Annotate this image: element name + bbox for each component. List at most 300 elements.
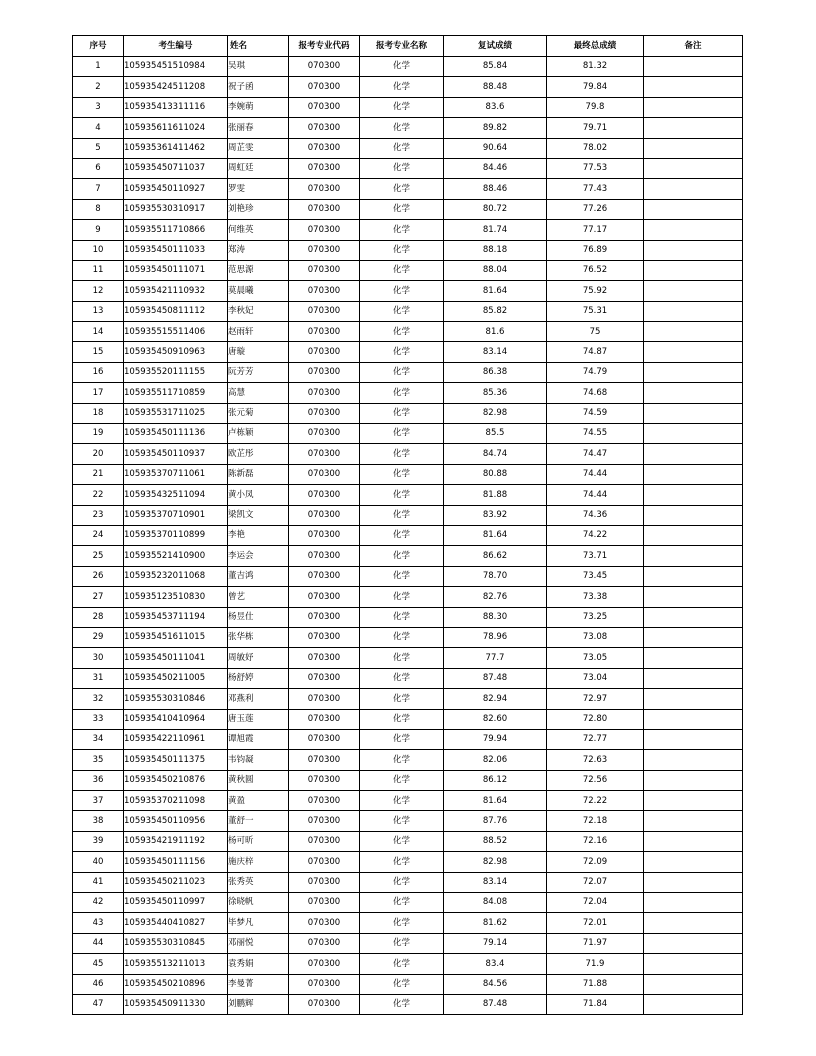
cell-id: 105935450111136: [124, 424, 228, 444]
cell-name: 李曼菁: [228, 974, 289, 994]
cell-code: 070300: [289, 342, 360, 362]
cell-code: 070300: [289, 179, 360, 199]
cell-retest: 81.62: [444, 913, 547, 933]
cell-retest: 85.5: [444, 424, 547, 444]
cell-retest: 85.84: [444, 57, 547, 77]
cell-major: 化学: [360, 627, 444, 647]
table-row: [73, 607, 743, 627]
cell-name: 张丽春: [228, 118, 289, 138]
cell-final: 71.84: [547, 994, 644, 1014]
cell-id: 105935451510984: [124, 57, 228, 77]
table-row: [73, 566, 743, 586]
cell-retest: 88.30: [444, 607, 547, 627]
cell-final: 72.80: [547, 709, 644, 729]
table-row: [73, 342, 743, 362]
cell-no: 13: [73, 301, 124, 321]
cell-no: 34: [73, 729, 124, 749]
cell-id: 105935450811112: [124, 301, 228, 321]
cell-code: 070300: [289, 872, 360, 892]
cell-no: 46: [73, 974, 124, 994]
cell-code: 070300: [289, 933, 360, 953]
cell-retest: 90.64: [444, 138, 547, 158]
cell-remark: [644, 77, 743, 97]
cell-major: 化学: [360, 179, 444, 199]
cell-code: 070300: [289, 831, 360, 851]
cell-name: 曾艺: [228, 587, 289, 607]
cell-major: 化学: [360, 893, 444, 913]
cell-name: 张元菊: [228, 403, 289, 423]
cell-name: 袁秀娟: [228, 954, 289, 974]
cell-remark: [644, 505, 743, 525]
cell-id: 105935422110961: [124, 729, 228, 749]
cell-code: 070300: [289, 627, 360, 647]
cell-major: 化学: [360, 689, 444, 709]
cell-remark: [644, 811, 743, 831]
cell-name: 杨可昕: [228, 831, 289, 851]
cell-major: 化学: [360, 464, 444, 484]
cell-id: 105935370110899: [124, 525, 228, 545]
cell-no: 40: [73, 852, 124, 872]
cell-no: 41: [73, 872, 124, 892]
cell-final: 74.44: [547, 485, 644, 505]
cell-final: 74.79: [547, 362, 644, 382]
cell-remark: [644, 831, 743, 851]
cell-major: 化学: [360, 281, 444, 301]
cell-code: 070300: [289, 587, 360, 607]
table-row: [73, 57, 743, 77]
cell-final: 74.87: [547, 342, 644, 362]
cell-code: 070300: [289, 77, 360, 97]
cell-no: 31: [73, 668, 124, 688]
cell-major: 化学: [360, 913, 444, 933]
cell-major: 化学: [360, 770, 444, 790]
cell-retest: 88.52: [444, 831, 547, 851]
cell-no: 45: [73, 954, 124, 974]
cell-no: 15: [73, 342, 124, 362]
cell-major: 化学: [360, 383, 444, 403]
cell-no: 23: [73, 505, 124, 525]
cell-retest: 82.94: [444, 689, 547, 709]
header-id: 考生编号: [124, 36, 228, 57]
cell-major: 化学: [360, 709, 444, 729]
cell-retest: 82.98: [444, 403, 547, 423]
cell-final: 78.02: [547, 138, 644, 158]
cell-id: 105935531711025: [124, 403, 228, 423]
cell-retest: 84.56: [444, 974, 547, 994]
cell-no: 4: [73, 118, 124, 138]
cell-final: 72.97: [547, 689, 644, 709]
cell-final: 72.22: [547, 791, 644, 811]
cell-code: 070300: [289, 974, 360, 994]
cell-code: 070300: [289, 260, 360, 280]
cell-name: 杨昱仕: [228, 607, 289, 627]
cell-major: 化学: [360, 729, 444, 749]
cell-name: 陈新磊: [228, 464, 289, 484]
header-name: 姓名: [228, 36, 289, 57]
cell-no: 12: [73, 281, 124, 301]
table-row: [73, 872, 743, 892]
header-major: 报考专业名称: [360, 36, 444, 57]
cell-final: 74.36: [547, 505, 644, 525]
cell-major: 化学: [360, 301, 444, 321]
cell-no: 32: [73, 689, 124, 709]
cell-no: 37: [73, 791, 124, 811]
cell-final: 72.04: [547, 893, 644, 913]
cell-final: 73.08: [547, 627, 644, 647]
cell-final: 73.45: [547, 566, 644, 586]
cell-code: 070300: [289, 811, 360, 831]
cell-retest: 87.48: [444, 994, 547, 1014]
cell-name: 莫晨曦: [228, 281, 289, 301]
cell-remark: [644, 301, 743, 321]
cell-major: 化学: [360, 77, 444, 97]
cell-id: 105935410410964: [124, 709, 228, 729]
cell-no: 35: [73, 750, 124, 770]
cell-final: 77.53: [547, 158, 644, 178]
cell-code: 070300: [289, 301, 360, 321]
cell-code: 070300: [289, 852, 360, 872]
cell-no: 8: [73, 199, 124, 219]
cell-major: 化学: [360, 933, 444, 953]
table-row: [73, 464, 743, 484]
cell-code: 070300: [289, 240, 360, 260]
cell-code: 070300: [289, 689, 360, 709]
cell-name: 罗雯: [228, 179, 289, 199]
table-row: [73, 403, 743, 423]
cell-id: 105935440410827: [124, 913, 228, 933]
cell-name: 周芷雯: [228, 138, 289, 158]
cell-no: 18: [73, 403, 124, 423]
cell-id: 105935450110927: [124, 179, 228, 199]
cell-no: 2: [73, 77, 124, 97]
cell-code: 070300: [289, 199, 360, 219]
cell-name: 董舒一: [228, 811, 289, 831]
table-row: [73, 627, 743, 647]
cell-id: 105935232011068: [124, 566, 228, 586]
cell-retest: 78.70: [444, 566, 547, 586]
cell-id: 105935520111155: [124, 362, 228, 382]
table-row: [73, 831, 743, 851]
cell-name: 赵雨轩: [228, 322, 289, 342]
cell-retest: 83.6: [444, 97, 547, 117]
table-row: [73, 281, 743, 301]
cell-id: 105935421911192: [124, 831, 228, 851]
cell-id: 105935370710901: [124, 505, 228, 525]
cell-remark: [644, 954, 743, 974]
cell-name: 张秀英: [228, 872, 289, 892]
cell-final: 81.32: [547, 57, 644, 77]
cell-major: 化学: [360, 607, 444, 627]
cell-final: 72.18: [547, 811, 644, 831]
cell-remark: [644, 994, 743, 1014]
cell-major: 化学: [360, 322, 444, 342]
cell-code: 070300: [289, 770, 360, 790]
cell-retest: 88.48: [444, 77, 547, 97]
cell-code: 070300: [289, 322, 360, 342]
cell-no: 29: [73, 627, 124, 647]
cell-code: 070300: [289, 607, 360, 627]
cell-retest: 81.64: [444, 281, 547, 301]
cell-final: 75: [547, 322, 644, 342]
cell-code: 070300: [289, 97, 360, 117]
cell-no: 9: [73, 220, 124, 240]
cell-final: 71.97: [547, 933, 644, 953]
table-row: [73, 77, 743, 97]
table-row: [73, 485, 743, 505]
cell-retest: 79.94: [444, 729, 547, 749]
cell-major: 化学: [360, 974, 444, 994]
cell-code: 070300: [289, 158, 360, 178]
cell-remark: [644, 933, 743, 953]
cell-name: 黄小凤: [228, 485, 289, 505]
cell-remark: [644, 464, 743, 484]
table-row: [73, 933, 743, 953]
cell-remark: [644, 525, 743, 545]
cell-final: 74.55: [547, 424, 644, 444]
cell-major: 化学: [360, 505, 444, 525]
cell-retest: 89.82: [444, 118, 547, 138]
table-row: [73, 322, 743, 342]
cell-no: 19: [73, 424, 124, 444]
cell-id: 105935530310846: [124, 689, 228, 709]
cell-final: 76.89: [547, 240, 644, 260]
cell-final: 74.68: [547, 383, 644, 403]
cell-retest: 87.48: [444, 668, 547, 688]
cell-name: 黄盈: [228, 791, 289, 811]
cell-code: 070300: [289, 566, 360, 586]
cell-remark: [644, 97, 743, 117]
cell-id: 105935450210896: [124, 974, 228, 994]
cell-code: 070300: [289, 383, 360, 403]
cell-name: 范思源: [228, 260, 289, 280]
header-retest: 复试成绩: [444, 36, 547, 57]
cell-no: 5: [73, 138, 124, 158]
table-row: [73, 138, 743, 158]
cell-remark: [644, 668, 743, 688]
cell-id: 105935450211023: [124, 872, 228, 892]
cell-final: 79.71: [547, 118, 644, 138]
cell-name: 李艳: [228, 525, 289, 545]
cell-remark: [644, 199, 743, 219]
cell-retest: 78.96: [444, 627, 547, 647]
cell-id: 105935450111033: [124, 240, 228, 260]
cell-retest: 80.72: [444, 199, 547, 219]
cell-name: 唐玉莲: [228, 709, 289, 729]
cell-remark: [644, 974, 743, 994]
cell-final: 74.47: [547, 444, 644, 464]
cell-remark: [644, 852, 743, 872]
cell-retest: 83.92: [444, 505, 547, 525]
cell-id: 105935413311116: [124, 97, 228, 117]
cell-id: 105935370211098: [124, 791, 228, 811]
cell-id: 105935521410900: [124, 546, 228, 566]
cell-name: 邓丽悦: [228, 933, 289, 953]
cell-major: 化学: [360, 791, 444, 811]
cell-no: 1: [73, 57, 124, 77]
cell-code: 070300: [289, 281, 360, 301]
cell-retest: 83.4: [444, 954, 547, 974]
cell-no: 30: [73, 648, 124, 668]
cell-code: 070300: [289, 791, 360, 811]
cell-remark: [644, 322, 743, 342]
cell-major: 化学: [360, 587, 444, 607]
cell-major: 化学: [360, 872, 444, 892]
cell-major: 化学: [360, 566, 444, 586]
header-final: 最终总成绩: [547, 36, 644, 57]
cell-major: 化学: [360, 525, 444, 545]
table-row: [73, 648, 743, 668]
cell-name: 刘艳珍: [228, 199, 289, 219]
cell-code: 070300: [289, 403, 360, 423]
cell-retest: 84.46: [444, 158, 547, 178]
cell-final: 73.71: [547, 546, 644, 566]
cell-major: 化学: [360, 240, 444, 260]
cell-final: 75.31: [547, 301, 644, 321]
table-row: [73, 97, 743, 117]
cell-name: 郑涛: [228, 240, 289, 260]
cell-retest: 86.62: [444, 546, 547, 566]
cell-code: 070300: [289, 505, 360, 525]
cell-name: 欧芷彤: [228, 444, 289, 464]
cell-name: 高慧: [228, 383, 289, 403]
cell-final: 72.63: [547, 750, 644, 770]
cell-id: 105935450110937: [124, 444, 228, 464]
cell-no: 42: [73, 893, 124, 913]
cell-name: 何维英: [228, 220, 289, 240]
cell-code: 070300: [289, 138, 360, 158]
cell-remark: [644, 403, 743, 423]
cell-name: 董吉鸿: [228, 566, 289, 586]
cell-name: 刘鹏辉: [228, 994, 289, 1014]
cell-remark: [644, 362, 743, 382]
cell-final: 72.56: [547, 770, 644, 790]
table-row: [73, 158, 743, 178]
cell-name: 施庆梓: [228, 852, 289, 872]
cell-id: 105935370711061: [124, 464, 228, 484]
cell-final: 73.05: [547, 648, 644, 668]
cell-final: 74.44: [547, 464, 644, 484]
cell-name: 徐晓帆: [228, 893, 289, 913]
cell-code: 070300: [289, 750, 360, 770]
cell-no: 28: [73, 607, 124, 627]
cell-final: 71.88: [547, 974, 644, 994]
cell-major: 化学: [360, 546, 444, 566]
cell-no: 38: [73, 811, 124, 831]
cell-name: 张华栋: [228, 627, 289, 647]
header-row: [73, 36, 743, 57]
cell-major: 化学: [360, 485, 444, 505]
cell-no: 14: [73, 322, 124, 342]
table-row: [73, 546, 743, 566]
cell-retest: 83.14: [444, 342, 547, 362]
table-row: [73, 118, 743, 138]
cell-id: 105935515511406: [124, 322, 228, 342]
cell-remark: [644, 260, 743, 280]
cell-remark: [644, 893, 743, 913]
table-row: [73, 750, 743, 770]
cell-code: 070300: [289, 464, 360, 484]
cell-remark: [644, 57, 743, 77]
cell-major: 化学: [360, 158, 444, 178]
cell-id: 105935421110932: [124, 281, 228, 301]
header-code: 报考专业代码: [289, 36, 360, 57]
table-row: [73, 689, 743, 709]
cell-remark: [644, 587, 743, 607]
cell-id: 105935450211005: [124, 668, 228, 688]
cell-name: 周敏妤: [228, 648, 289, 668]
cell-name: 邓燕利: [228, 689, 289, 709]
cell-no: 33: [73, 709, 124, 729]
cell-retest: 82.60: [444, 709, 547, 729]
cell-id: 105935432511094: [124, 485, 228, 505]
cell-remark: [644, 179, 743, 199]
cell-no: 17: [73, 383, 124, 403]
cell-name: 李运会: [228, 546, 289, 566]
cell-no: 26: [73, 566, 124, 586]
cell-final: 72.16: [547, 831, 644, 851]
cell-retest: 86.38: [444, 362, 547, 382]
cell-major: 化学: [360, 57, 444, 77]
cell-major: 化学: [360, 138, 444, 158]
cell-id: 105935450910963: [124, 342, 228, 362]
cell-retest: 82.98: [444, 852, 547, 872]
cell-name: 李婉萌: [228, 97, 289, 117]
cell-code: 070300: [289, 220, 360, 240]
table-row: [73, 444, 743, 464]
cell-final: 73.25: [547, 607, 644, 627]
cell-code: 070300: [289, 893, 360, 913]
cell-retest: 85.36: [444, 383, 547, 403]
table-row: [73, 668, 743, 688]
cell-final: 77.43: [547, 179, 644, 199]
cell-code: 070300: [289, 525, 360, 545]
table-row: [73, 709, 743, 729]
cell-no: 22: [73, 485, 124, 505]
cell-code: 070300: [289, 994, 360, 1014]
cell-name: 韦钧凝: [228, 750, 289, 770]
table-row: [73, 954, 743, 974]
cell-major: 化学: [360, 831, 444, 851]
cell-name: 梁凯文: [228, 505, 289, 525]
cell-remark: [644, 240, 743, 260]
cell-name: 唐璇: [228, 342, 289, 362]
cell-major: 化学: [360, 260, 444, 280]
cell-code: 070300: [289, 668, 360, 688]
cell-code: 070300: [289, 362, 360, 382]
cell-name: 毕梦凡: [228, 913, 289, 933]
cell-remark: [644, 546, 743, 566]
cell-retest: 85.82: [444, 301, 547, 321]
cell-no: 44: [73, 933, 124, 953]
cell-major: 化学: [360, 403, 444, 423]
cell-remark: [644, 729, 743, 749]
cell-retest: 88.18: [444, 240, 547, 260]
cell-major: 化学: [360, 362, 444, 382]
cell-major: 化学: [360, 220, 444, 240]
cell-retest: 81.74: [444, 220, 547, 240]
cell-major: 化学: [360, 424, 444, 444]
cell-retest: 83.14: [444, 872, 547, 892]
cell-remark: [644, 118, 743, 138]
table-row: [73, 301, 743, 321]
cell-id: 105935513211013: [124, 954, 228, 974]
cell-retest: 79.14: [444, 933, 547, 953]
cell-final: 73.38: [547, 587, 644, 607]
table-row: [73, 587, 743, 607]
cell-id: 105935123510830: [124, 587, 228, 607]
table-row: [73, 811, 743, 831]
cell-final: 74.59: [547, 403, 644, 423]
